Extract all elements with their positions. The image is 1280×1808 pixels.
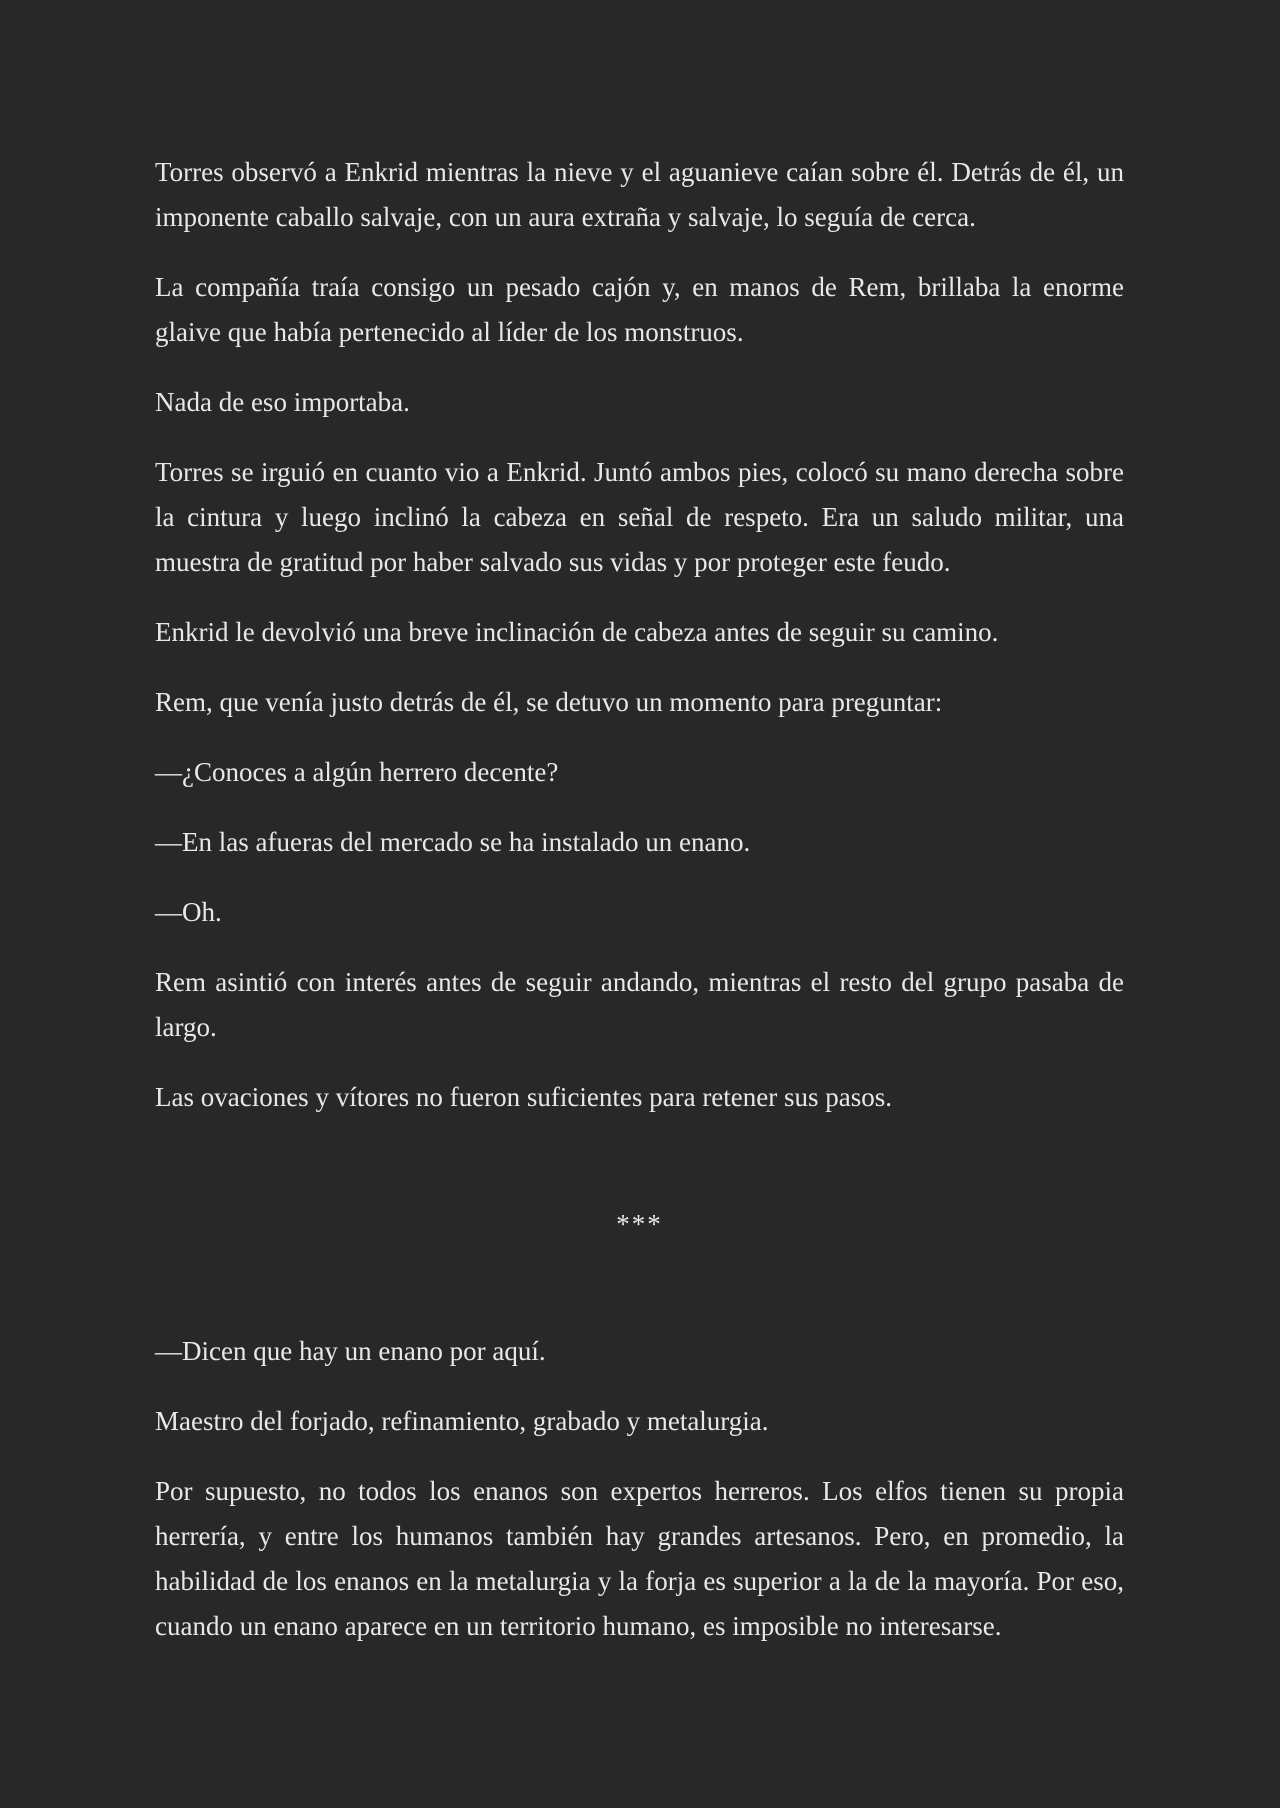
paragraph: —¿Conoces a algún herrero decente? [155, 757, 559, 787]
paragraph: —Dicen que hay un enano por aquí. [155, 1336, 546, 1366]
scene-separator: *** [616, 1209, 663, 1239]
paragraph: Torres observó a Enkrid mientras la nieve y el aguanieve caían sobre él. Detrás de él, un imponente caballo salvaje, con un aura extraña y salvaje, lo seguía de cerca. [155, 157, 1124, 232]
paragraph: Maestro del forjado, refinamiento, grabado y metalurgia. [155, 1406, 769, 1436]
section-1 [155, 150, 1124, 1120]
paragraph: Rem asintió con interés antes de seguir andando, mientras el resto del grupo pasaba de largo. [155, 967, 1124, 1042]
reader-page [155, 150, 1124, 1674]
paragraph: Torres se irguió en cuanto vio a Enkrid. Juntó ambos pies, colocó su mano derecha sobre la cintura y luego inclinó la cabeza en señal de respeto. Era un saludo militar, una muestra de gratitud por haber salvado sus vidas y por proteger este feudo. [155, 457, 1124, 577]
paragraph: La compañía traía consigo un pesado cajón y, en manos de Rem, brillaba la enorme glaive que había pertenecido al líder de los monstruos. [155, 272, 1124, 347]
paragraph: Nada de eso importaba. [155, 387, 410, 417]
paragraph: Por supuesto, no todos los enanos son expertos herreros. Los elfos tienen su propia herrería, y entre los humanos también hay grandes artesanos. Pero, en promedio, la habilidad de los enanos en la metalurgia y la forja es superior a la de la mayoría. Por eso, cuando un enano aparece en un territorio humano, es imposible no interesarse. [155, 1476, 1124, 1641]
paragraph: Enkrid le devolvió una breve inclinación de cabeza antes de seguir su camino. [155, 617, 999, 647]
section-2 [155, 1329, 1124, 1649]
paragraph: Las ovaciones y vítores no fueron suficientes para retener sus pasos. [155, 1082, 893, 1112]
paragraph: Rem, que venía justo detrás de él, se detuvo un momento para preguntar: [155, 687, 943, 717]
paragraph: —En las afueras del mercado se ha instalado un enano. [155, 827, 751, 857]
paragraph: —Oh. [155, 897, 222, 927]
